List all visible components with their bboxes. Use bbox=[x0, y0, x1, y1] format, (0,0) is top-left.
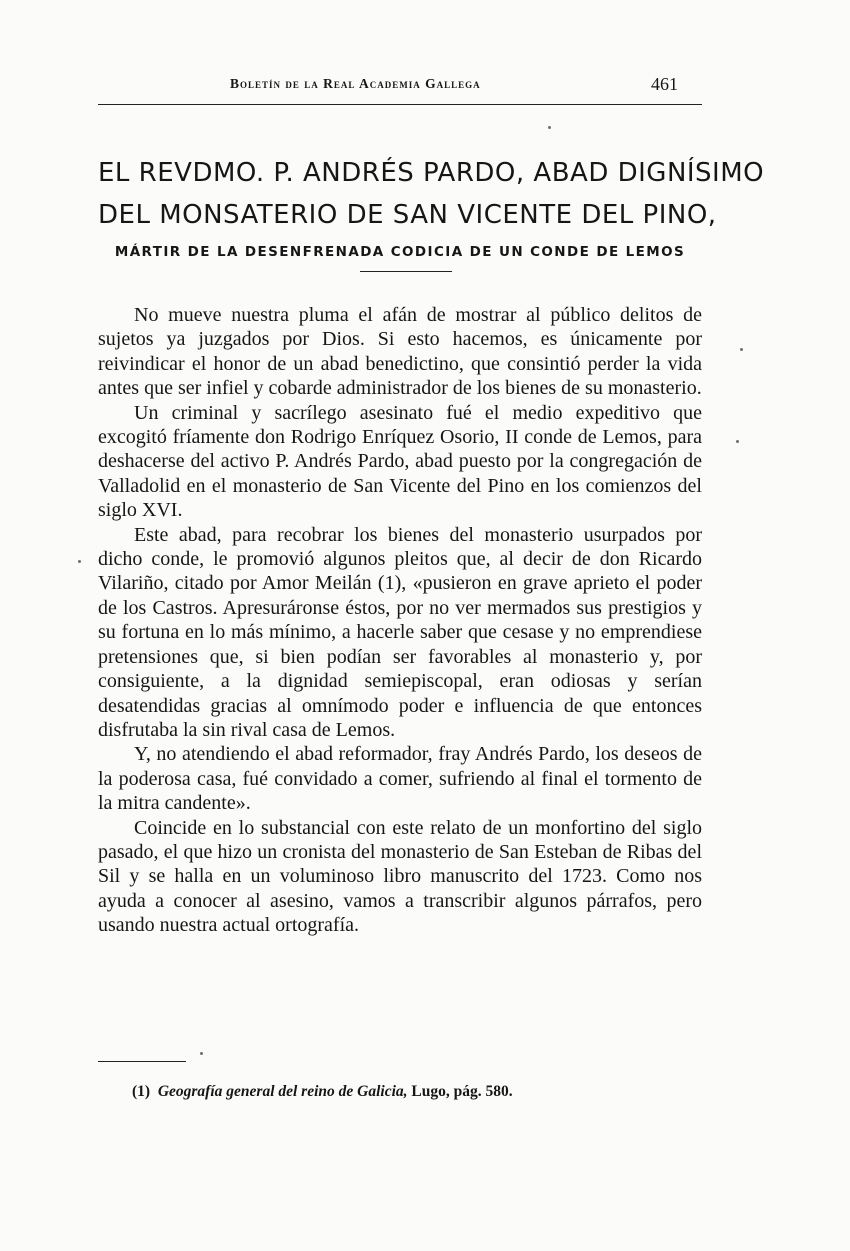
running-head: Boletín de la Real Academia Gallega bbox=[230, 76, 481, 91]
paragraph: Coincide en lo substancial con este relato de un monfortino del siglo pasado, el que hizo un cronista del monasterio de San Esteban de Ribas del Sil y se halla en un voluminoso libro manuscrito del 1723. Como nos ayuda a conocer al asesino, vamos a transcribir algunos párrafos, pero usando nuestra actual ortografía. bbox=[98, 816, 702, 937]
footnote-marker: (1) bbox=[132, 1083, 151, 1100]
scan-speck bbox=[200, 1052, 203, 1055]
article-subtitle: MÁRTIR DE LA DESENFRENADA CODICIA DE UN CONDE DE LEMOS bbox=[114, 244, 686, 260]
article-title bbox=[98, 152, 765, 264]
footnote-rule bbox=[98, 1061, 186, 1062]
title-line-1: EL REVDMO. P. ANDRÉS PARDO, ABAD DIGNÍSIMO bbox=[98, 158, 765, 188]
scan-speck bbox=[736, 440, 739, 443]
paragraph: No mueve nuestra pluma el afán de mostrar al público delitos de sujetos ya juzgados por Dios. Si esto hacemos, es únicamente por reivindicar el honor de un abad benedictino, que consintió perder la vida antes que ser infiel y cobarde administrador de los bienes de su monasterio. bbox=[98, 304, 702, 400]
page-number: 461 bbox=[651, 74, 678, 94]
footnote bbox=[132, 1083, 513, 1101]
scan-speck bbox=[548, 126, 551, 129]
header-rule bbox=[98, 104, 702, 105]
scan-speck bbox=[78, 560, 81, 563]
paragraph: Un criminal y sacrílego asesinato fué el medio expeditivo que excogitó fríamente don Rodrigo Enríquez Osorio, II conde de Lemos, para deshacerse del activo P. Andrés Pardo, abad puesto por la congregación de Valladolid en el monasterio de San Vicente del Pino en los comienzos del siglo XVI. bbox=[98, 401, 702, 522]
article-body bbox=[98, 303, 702, 938]
title-rule bbox=[360, 271, 452, 272]
paragraph: Y, no atendiendo el abad reformador, fray Andrés Pardo, los deseos de la poderosa casa, fué convidado a comer, sufriendo al final el tormento de la mitra candente». bbox=[98, 743, 702, 815]
scan-speck bbox=[740, 348, 743, 351]
footnote-source-details: Lugo, pág. 580. bbox=[407, 1083, 513, 1100]
title-line-2: DEL MONSATERIO DE SAN VICENTE DEL PINO, bbox=[98, 200, 717, 230]
paragraph: Este abad, para recobrar los bienes del monasterio usurpados por dicho conde, le promovió algunos pleitos que, al decir de don Ricardo Vilariño, citado por Amor Meilán (1), «pusieron en grave aprieto el poder de los Castros. Apresuráronse éstos, por no ver mermados sus prestigios y su fortuna en lo más mínimo, a hacerle saber que cesase y no emprendiese pretensiones que, si bien podían ser favorables al monasterio y, por consiguiente, a la dignidad semiepiscopal, eran odiosas y serían desatendidas gracias al omnímodo poder e influencia de que entonces disfrutaba la sin rival casa de Lemos. bbox=[98, 523, 702, 741]
footnote-source-title: Geografía general del reino de Galicia, bbox=[157, 1083, 408, 1100]
